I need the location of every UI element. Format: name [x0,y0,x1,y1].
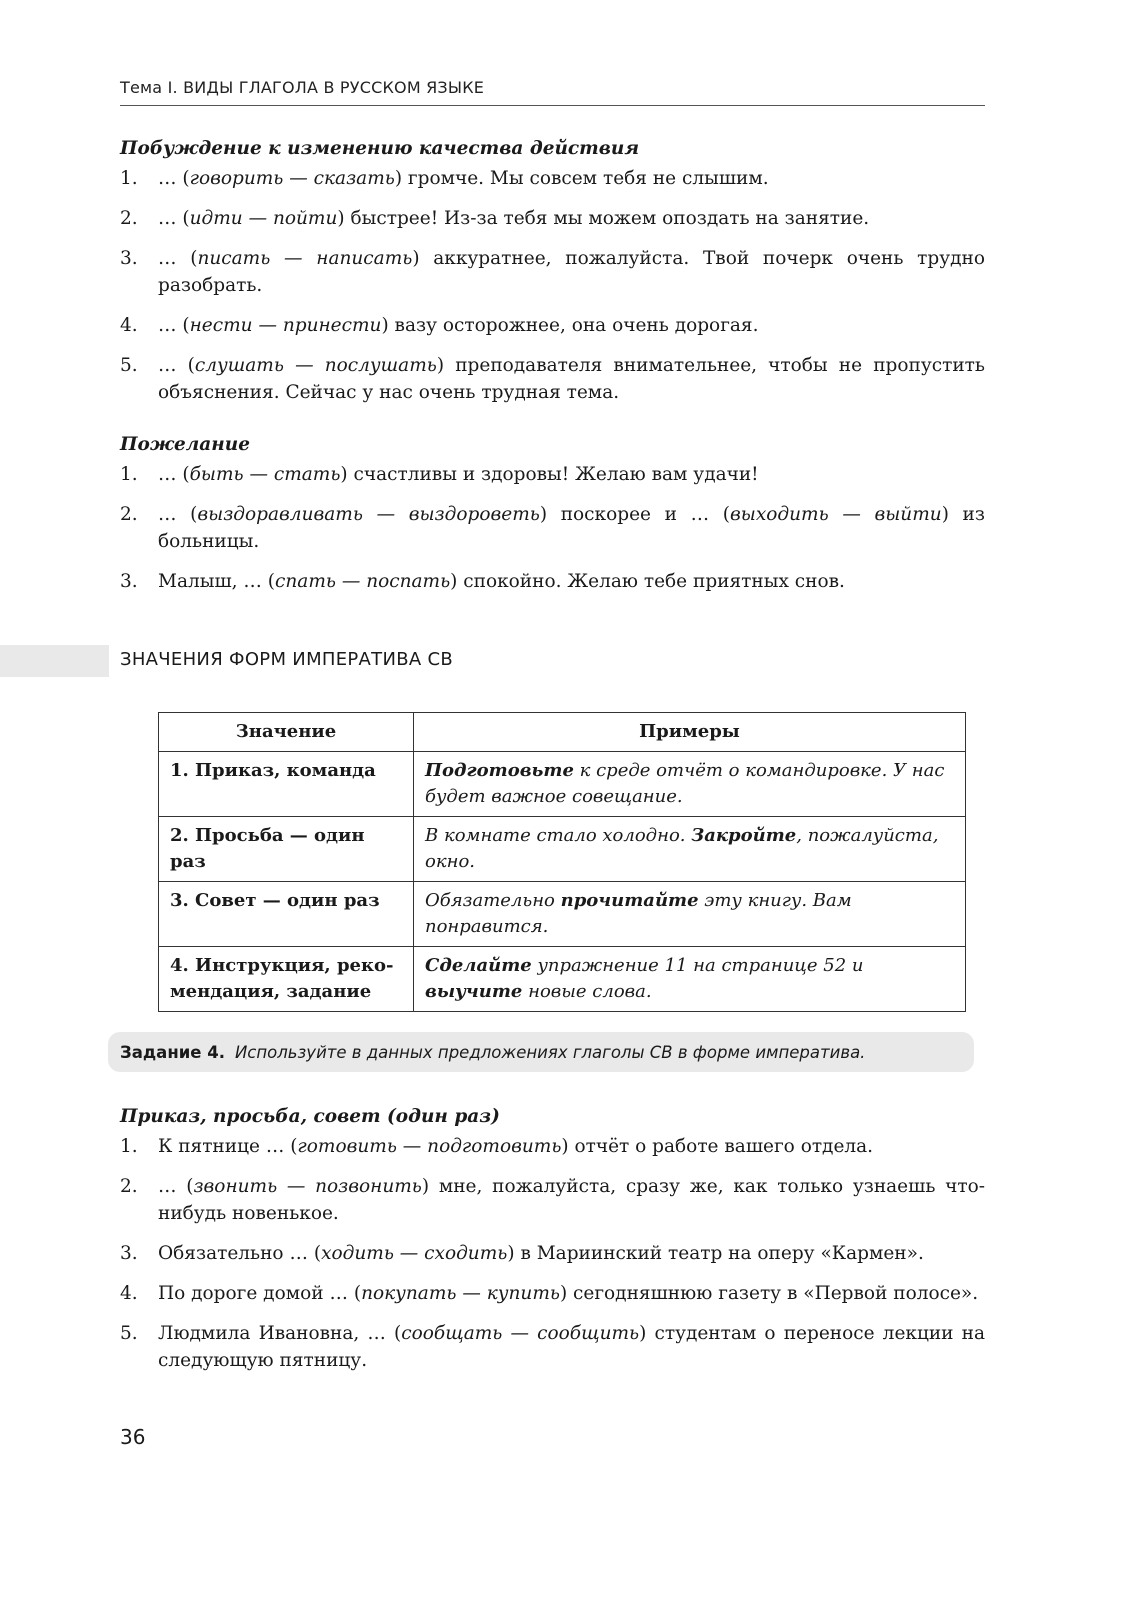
exercise-list [120,165,985,406]
list-item [120,501,985,555]
list-item [120,312,985,339]
list-item [120,1320,985,1374]
item-text: … (говорить — сказать) громче. Мы совсем тебя не слышим. [158,168,769,189]
list-item [120,165,985,192]
list-item [120,245,985,299]
meaning-cell: 1. Приказ, команда [159,752,414,817]
verb-pair: ходить — сходить [321,1243,508,1264]
list-item [120,1240,985,1267]
item-text: … (нести — принести) вазу осторожнее, она очень дорогая. [158,315,759,336]
verb-pair: слушать — послушать [194,355,437,376]
item-text: … (идти — пойти) быстрее! Из-за тебя мы можем опоздать на занятие. [158,208,870,229]
meaning-cell: 3. Совет — один раз [159,882,414,947]
exercise-list [120,461,985,595]
item-number: 2. [120,504,138,525]
column-header: Значение [159,713,414,752]
verb-pair: выходить — выйти [730,504,942,525]
meaning-cell: 2. Просьба — один раз [159,817,414,882]
task-instruction-bar [108,1032,974,1072]
item-text: По дороге домой … (покупать — купить) сегодняшнюю газету в «Первой полосе». [158,1283,979,1304]
section-quality-change [120,138,985,419]
list-item [120,1173,985,1227]
table-row [159,817,966,882]
verb-pair: сообщать — сообщить [401,1323,640,1344]
section-title: Приказ, просьба, совет (один раз) [120,1106,500,1127]
item-number: 5. [120,355,138,376]
item-number: 5. [120,1323,138,1344]
item-number: 1. [120,1136,138,1157]
table-row [159,882,966,947]
item-number: 1. [120,464,138,485]
item-number: 3. [120,248,138,269]
list-item [120,568,985,595]
verb-pair: идти — пойти [189,208,338,229]
item-text: … (писать — написать) аккуратнее, пожалуйста. Твой почерк очень трудно разобрать. [158,248,985,296]
item-text: Людмила Ивановна, … (сообщать — сообщить) студентам о переносе лекции на следующую пятницу. [158,1323,986,1371]
verb-pair: говорить — сказать [189,168,395,189]
section-title: Пожелание [120,434,250,455]
example-cell: Сделайте упражнение 11 на странице 52 и выучите новые слова. [414,947,966,1012]
item-number: 2. [120,208,138,229]
list-item [120,461,985,488]
verb-pair: быть — стать [189,464,341,485]
list-item [120,1280,985,1307]
verb-pair: писать — написать [197,248,413,269]
section-order-request-advice [120,1106,985,1387]
section-marker [0,645,109,677]
verb-pair: покупать — купить [361,1283,560,1304]
section-title: Побуждение к изменению качества действия [120,138,640,159]
meaning-cell: 4. Инструкция, реко-мендация, задание [159,947,414,1012]
item-number: 2. [120,1176,138,1197]
section-heading: ЗНАЧЕНИЯ ФОРМ ИМПЕРАТИВА СВ [120,649,454,670]
item-text: … (звонить — позвонить) мне, пожалуйста, сразу же, как только узнаешь что-нибудь новенькое. [158,1176,985,1224]
section-wish [120,434,985,608]
list-item [120,205,985,232]
item-text: Обязательно … (ходить — сходить) в Мариинский театр на оперу «Кармен». [158,1243,924,1264]
item-text: … (выздоравливать — выздороветь) поскорее и … (выходить — выйти) из больницы. [158,504,985,552]
table-row [159,947,966,1012]
table-header-row [159,713,966,752]
item-number: 4. [120,315,138,336]
item-number: 3. [120,1243,138,1264]
running-header: Тема I. ВИДЫ ГЛАГОЛА В РУССКОМ ЯЗЫКЕ [120,78,985,106]
example-cell: Подготовьте к среде отчёт о командировке. У нас будет важное совещание. [414,752,966,817]
list-item [120,1133,985,1160]
verb-pair: нести — принести [189,315,382,336]
page-number: 36 [120,1425,146,1449]
item-number: 4. [120,1283,138,1304]
example-cell: В комнате стало холодно. Закройте, пожалуйста, окно. [414,817,966,882]
imperative-meanings-table [158,712,966,1012]
verb-pair: спать — поспать [275,571,451,592]
verb-pair: звонить — позвонить [193,1176,422,1197]
list-item [120,352,985,406]
item-text: … (слушать — послушать) преподавателя внимательнее, чтобы не пропустить объяснения. Сейчас у нас очень трудная тема. [158,355,985,403]
verb-pair: выздоравливать — выздороветь [197,504,540,525]
item-number: 1. [120,168,138,189]
task-instruction: Используйте в данных предложениях глаголы СВ в форме императива. [234,1042,866,1062]
column-header: Примеры [414,713,966,752]
verb-pair: готовить — подготовить [297,1136,562,1157]
table-row [159,752,966,817]
item-text: К пятнице … (готовить — подготовить) отчёт о работе вашего отдела. [158,1136,874,1157]
item-text: … (быть — стать) счастливы и здоровы! Желаю вам удачи! [158,464,759,485]
example-cell: Обязательно прочитайте эту книгу. Вам понравится. [414,882,966,947]
item-number: 3. [120,571,138,592]
task-label: Задание 4. [120,1042,225,1062]
exercise-list [120,1133,985,1374]
item-text: Малыш, … (спать — поспать) спокойно. Желаю тебе приятных снов. [158,571,845,592]
